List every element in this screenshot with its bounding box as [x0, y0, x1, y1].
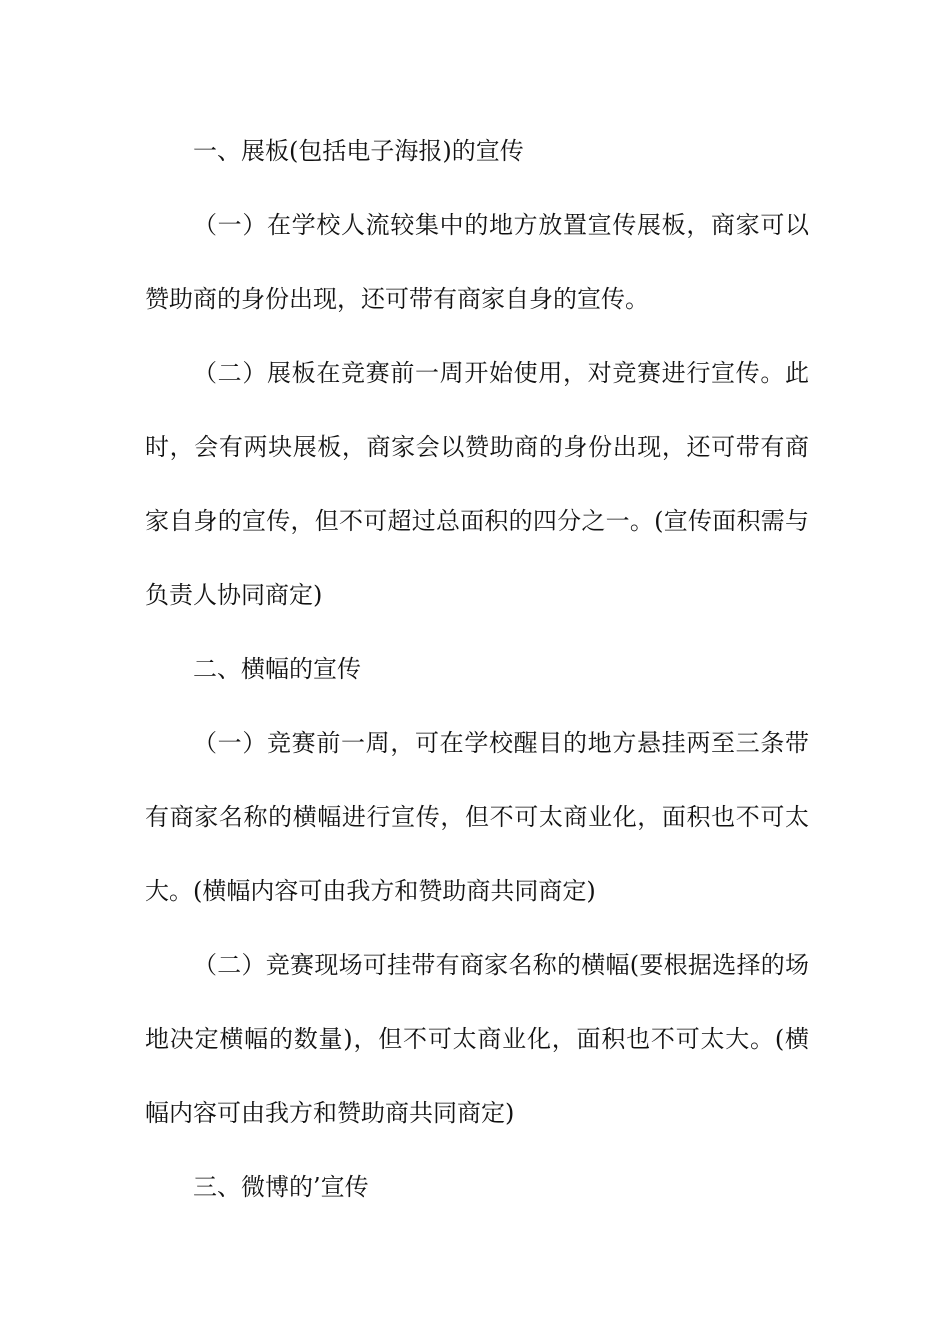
paragraph-banner-1: （一）竞赛前一周，可在学校醒目的地方悬挂两至三条带有商家名称的横幅进行宣传，但不可太商业化，面积也不可太大。(横幅内容可由我方和赞助商共同商定)	[145, 729, 809, 905]
paragraph-banner-2: （二）竞赛现场可挂带有商家名称的横幅(要根据选择的场地决定横幅的数量)，但不可太商业化，面积也不可太大。(横幅内容可由我方和赞助商共同商定)	[145, 951, 809, 1127]
section-heading-weibo: 三、微博的’宣传	[193, 1173, 369, 1201]
section-heading-display-board: 一、展板(包括电子海报)的宣传	[193, 137, 524, 165]
section-heading-banner: 二、横幅的宣传	[193, 655, 361, 683]
paragraph-display-board-2: （二）展板在竞赛前一周开始使用，对竞赛进行宣传。此时，会有两块展板，商家会以赞助商的身份出现，还可带有商家自身的宣传，但不可超过总面积的四分之一。(宣传面积需与负责人协同商定)	[145, 359, 809, 609]
document-body	[145, 114, 809, 1224]
paragraph-display-board-1: （一）在学校人流较集中的地方放置宣传展板，商家可以赞助商的身份出现，还可带有商家自身的宣传。	[145, 211, 809, 313]
